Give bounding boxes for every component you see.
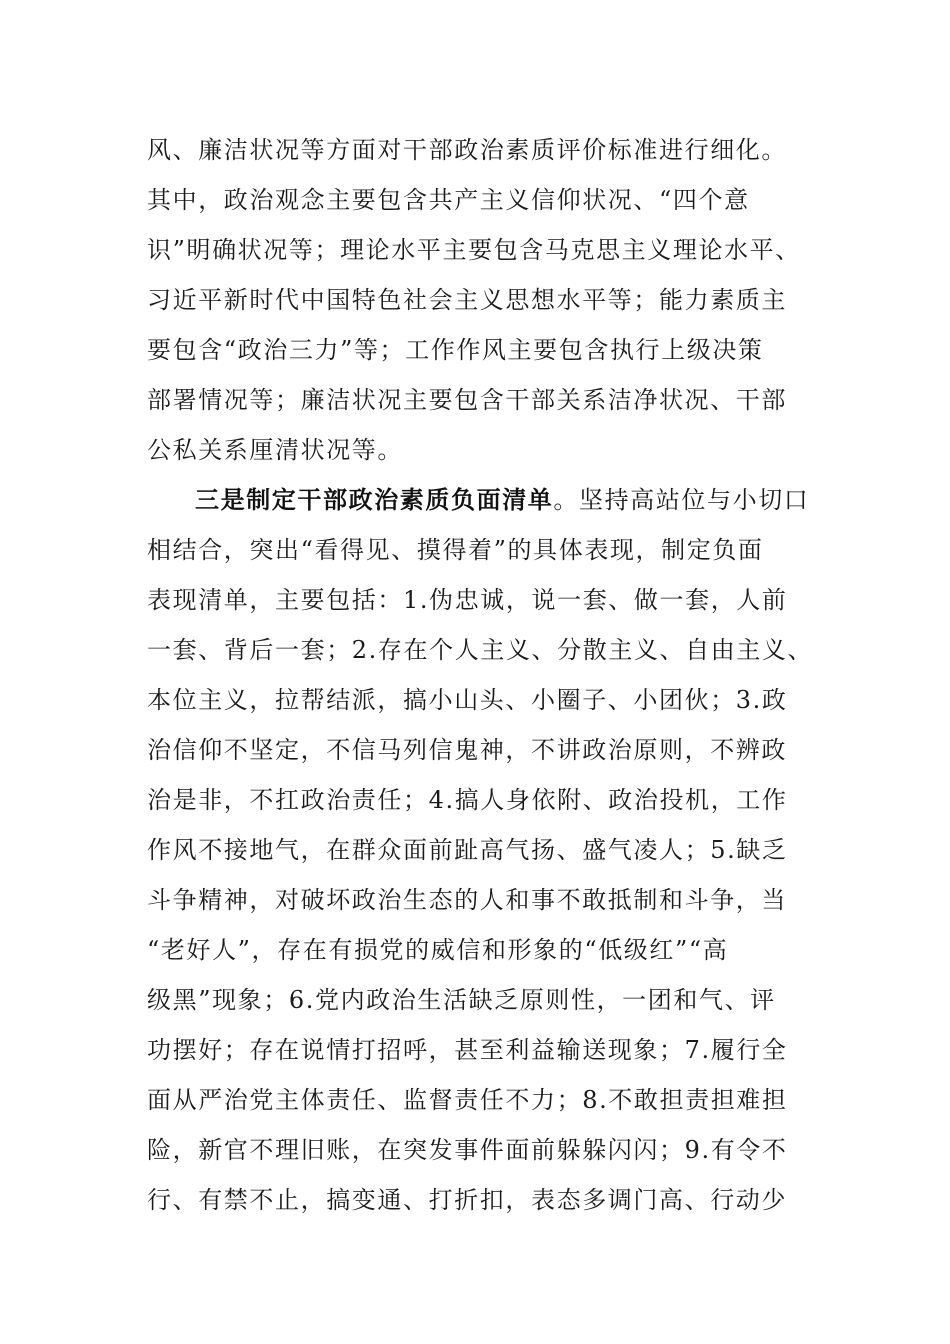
paragraph-line: 功摆好；存在说情打招呼，甚至利益输送现象；7.履行全 bbox=[147, 1036, 788, 1064]
paragraph-line: 识”明确状况等；理论水平主要包含马克思主义理论水平、 bbox=[147, 236, 801, 264]
paragraph-line: 习近平新时代中国特色社会主义思想水平等；能力素质主 bbox=[147, 286, 787, 314]
paragraph-2-first-line bbox=[195, 482, 827, 518]
paragraph-line: 治信仰不坚定，不信马列信鬼神，不讲政治原则，不辨政 bbox=[147, 736, 787, 764]
paragraph-line: 斗争精神，对破坏政治生态的人和事不敢抵制和斗争，当 bbox=[147, 886, 787, 914]
paragraph-line-rest: 。坚持高站位与小切口 bbox=[553, 486, 810, 514]
paragraph-line: 风、廉洁状况等方面对干部政治素质评价标准进行细化。 bbox=[147, 136, 787, 164]
paragraph-line: 本位主义，拉帮结派，搞小山头、小圈子、小团伙；3.政 bbox=[147, 686, 788, 714]
paragraph-line: 作风不接地气，在群众面前趾高气扬、盛气凌人；5.缺乏 bbox=[147, 836, 788, 864]
paragraph-line: 治是非，不扛政治责任；4.搞人身依附、政治投机，工作 bbox=[147, 786, 788, 814]
paragraph-line: 其中，政治观念主要包含共产主义信仰状况、“四个意 bbox=[147, 186, 750, 214]
paragraph-line: “老好人”，存在有损党的威信和形象的“低级红”“高 bbox=[147, 936, 729, 964]
paragraph-line: 公私关系厘清状况等。 bbox=[147, 436, 403, 464]
paragraph-line: 行、有禁不止，搞变通、打折扣，表态多调门高、行动少 bbox=[147, 1186, 787, 1214]
paragraph-line: 一套、背后一套；2.存在个人主义、分散主义、自由主义、 bbox=[147, 636, 814, 664]
paragraph-line: 要包含“政治三力”等；工作作风主要包含执行上级决策 bbox=[147, 336, 764, 364]
paragraph-line: 级黑”现象；6.党内政治生活缺乏原则性，一团和气、评 bbox=[147, 986, 776, 1014]
paragraph-line: 面从严治党主体责任、监督责任不力；8.不敢担责担难担 bbox=[147, 1086, 788, 1114]
paragraph-line: 部署情况等；廉洁状况主要包含干部关系洁净状况、干部 bbox=[147, 386, 787, 414]
paragraph-line: 险，新官不理旧账，在突发事件面前躲躲闪闪；9.有令不 bbox=[147, 1136, 788, 1164]
paragraph-line: 相结合，突出“看得见、摸得着”的具体表现，制定负面 bbox=[147, 536, 764, 564]
section-heading: 三是制定干部政治素质负面清单 bbox=[195, 485, 554, 514]
paragraph-line: 表现清单，主要包括：1.伪忠诚，说一套、做一套，人前 bbox=[147, 586, 788, 614]
